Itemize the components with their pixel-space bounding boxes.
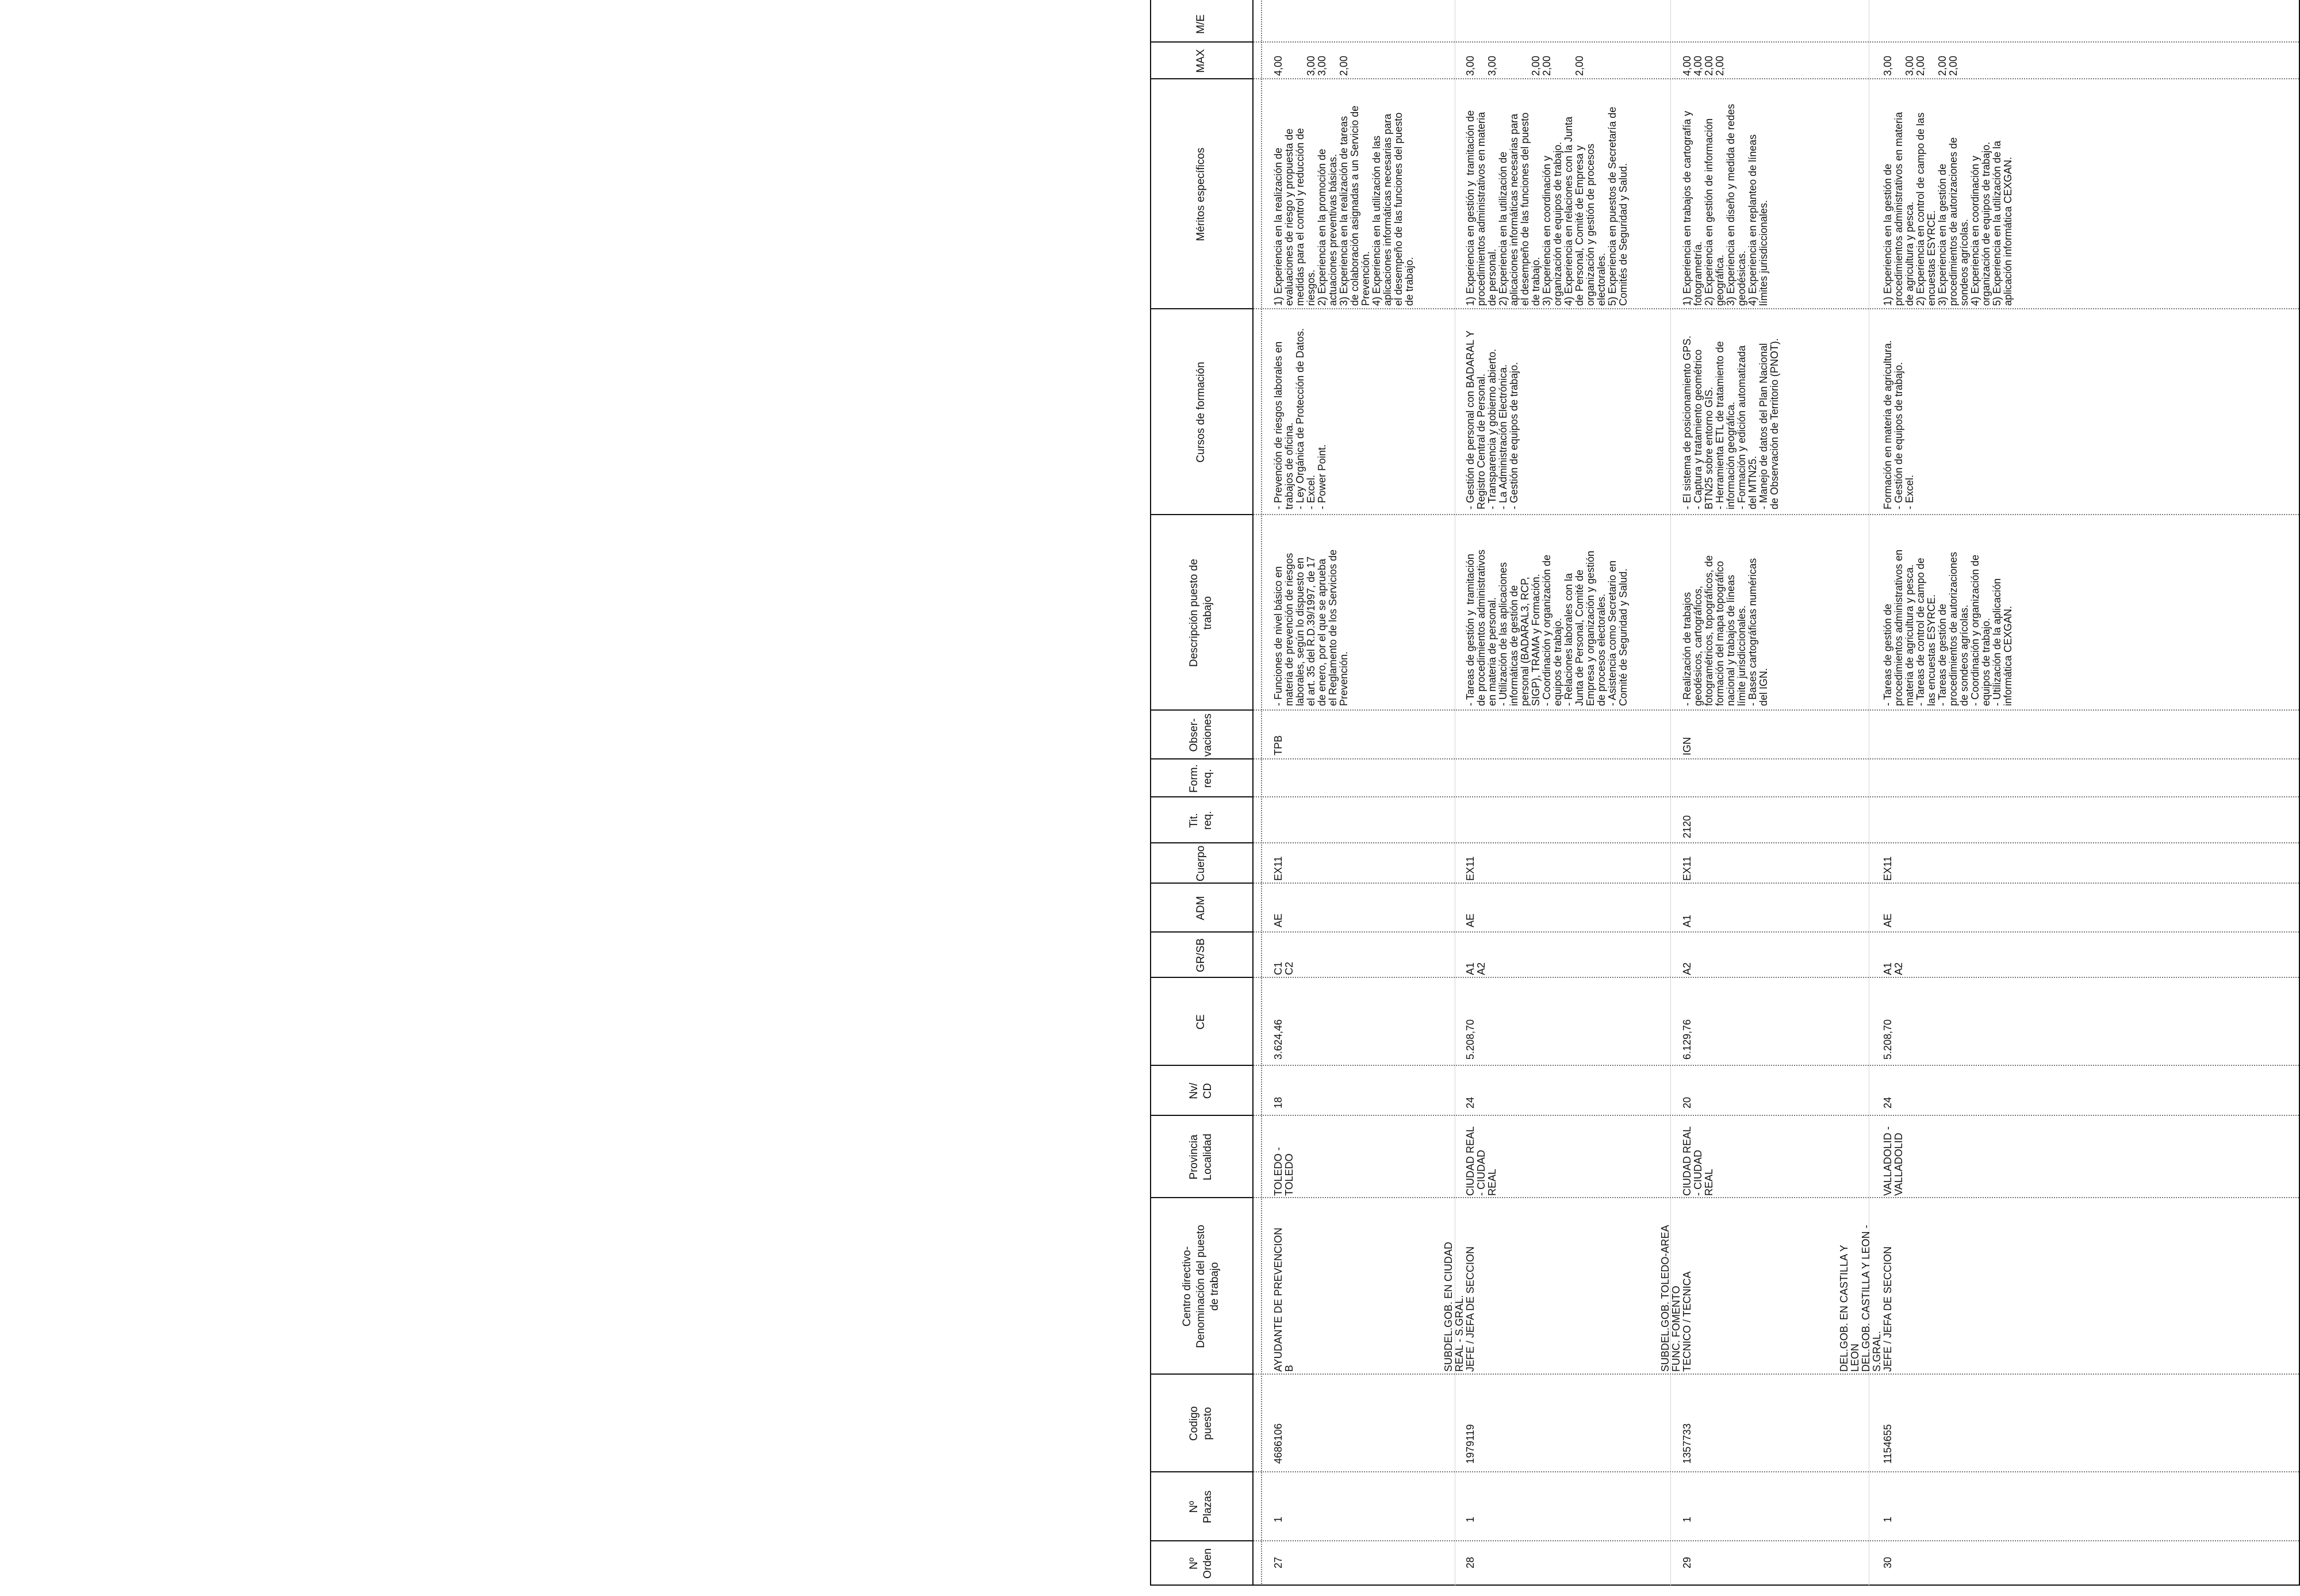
- cell-codigo: 4686106: [1272, 1423, 1284, 1464]
- column-dotted-rule: [1254, 977, 2299, 978]
- header-separator: [1252, 0, 1254, 1586]
- rotated-table: [1150, 0, 2300, 1586]
- column-dotted-rule: [1254, 1471, 2299, 1472]
- cell-descripcion: - Realización de trabajos geodésicos, cartográficos, fotogramétricos, topográficos, de formación del mapa topográfico nacional y trabajos de líneas límite jurisdiccionales. - Bases cartográficas numéricas del IGN.: [1681, 555, 1769, 706]
- header-plazas: Nº Plazas: [1188, 1490, 1214, 1524]
- column-dotted-rule: [1254, 1540, 2299, 1541]
- header-cuerpo: Cuerpo: [1195, 845, 1207, 882]
- header-codigo: Codigo puesto: [1188, 1406, 1214, 1441]
- header-ce: CE: [1195, 1014, 1207, 1030]
- column-dotted-rule: [1254, 796, 2299, 797]
- header-cursos: Cursos de formación: [1195, 362, 1207, 463]
- cell-provincia: VALLADOLID - VALLADOLID: [1882, 1126, 1904, 1196]
- column-dotted-rule: [1254, 709, 2299, 711]
- cell-nivel: 24: [1465, 1096, 1476, 1108]
- cell-descripcion: - Funciones de nivel básico en materia de prevención de riesgos laborales, según lo dispuesto en el art. 35 del R.D.39/1997, de 17 de enero, por el que se aprueba el Reglamento de los Servicios de Prevención.: [1272, 549, 1350, 706]
- cell-plazas: 1: [1681, 1516, 1693, 1522]
- cell-adm: AE: [1272, 913, 1284, 927]
- cell-centro-pre: SUBDEL.GOB. TOLEDO-AREA FUNC. FOMENTO: [1659, 1225, 1682, 1372]
- header-form: Form. req.: [1188, 764, 1214, 793]
- cell-codigo: 1979119: [1465, 1424, 1476, 1464]
- cell-cursos: - Prevención de riesgos laborales en trabajos de oficina. - Ley Orgánica de Protección de Datos. - Excel. - Power Point.: [1272, 328, 1328, 509]
- column-dotted-rule: [1254, 931, 2299, 933]
- cell-cuerpo: EX11: [1465, 856, 1476, 881]
- column-dotted-rule: [1254, 78, 2299, 79]
- header-adm: ADM: [1195, 896, 1207, 920]
- header-nivel: Nv/ CD: [1188, 1083, 1214, 1099]
- cell-cuerpo: EX11: [1272, 856, 1284, 881]
- cell-grsb: A1 A2: [1465, 962, 1487, 975]
- cell-centro: TECNICO / TECNICA: [1681, 1271, 1693, 1372]
- cell-orden: 29: [1681, 1556, 1693, 1568]
- column-dotted-rule: [1254, 883, 2299, 884]
- column-dotted-rule: [1254, 1065, 2299, 1066]
- cell-grsb: A1 A2: [1882, 962, 1904, 975]
- cell-cuerpo: EX11: [1882, 856, 1893, 881]
- cell-cuerpo: EX11: [1681, 856, 1693, 881]
- cell-descripcion: - Tareas de gestión de procedimientos administrativos en materia de agricultura y pesca. - Tareas de control de campo de las encuestas ESYRCE. - Tareas de gestión de procedimientos de autorizaciones de sondeos agrícolas. - Coordinación y organización de equipos de trabajo. - Utilización de la aplicación informática CEXGAN.: [1882, 549, 2014, 706]
- cell-max: 4,00 4,00 2,00 2,00: [1681, 55, 1726, 76]
- column-dotted-rule: [1254, 41, 2299, 43]
- cell-centro: AYUDANTE DE PREVENCION B: [1272, 1227, 1295, 1372]
- column-dotted-rule: [1254, 758, 2299, 759]
- cell-ce: 5.208,70: [1882, 1019, 1893, 1060]
- cell-descripcion: - Tareas de gestión y tramitación de procedimientos administrativos en materia de personal. - Utilización de las aplicaciones informáticas de gestión de personal (BADARAL3, RCP, SIGP), TRAMA y Formación. - Coordinación y organización de equipos de trabajo. - Relaciones laborales con la Junta de Personal, Comité de Empresa y organización y gestión de procesos electorales. - Asistencia como Secretario en Comité de Seguridad y Salud.: [1465, 549, 1629, 706]
- cell-adm: AE: [1465, 913, 1476, 927]
- cell-adm: AE: [1882, 913, 1893, 927]
- cell-plazas: 1: [1272, 1516, 1284, 1522]
- cell-centro: JEFE / JEFA DE SECCION: [1882, 1246, 1893, 1372]
- cell-obs: IGN: [1681, 736, 1693, 755]
- cell-cursos: - Gestión de personal con BADARAL Y Registro Central de Personal. - Transparencia y gobierno abierto. - La Administración Electrónica. - Gestión de equipos de trabajo.: [1465, 330, 1520, 509]
- cell-cursos: - El sistema de posicionamiento GPS. - Captura y tratamiento geométrico BTN25 sobre entorno GIS. - Herramienta ETL de tratamiento de información geográfica. - Formación y edición automatizada del MTN25. - Manejo de datos del Plan Nacional de Observación de Territorio (PNOT).: [1681, 335, 1780, 509]
- cell-nivel: 18: [1272, 1096, 1284, 1108]
- cell-cursos: Formación en materia de agricultura. - Gestión de equipos de trabajo. - Excel.: [1882, 340, 1915, 509]
- cell-provincia: CIUDAD REAL - CIUDAD REAL: [1681, 1126, 1715, 1196]
- cell-provincia: CIUDAD REAL - CIUDAD REAL: [1465, 1126, 1498, 1196]
- cell-max: 3,00 3,00 2,00 2,00 2,00: [1882, 55, 1959, 76]
- column-dotted-rule: [1254, 308, 2299, 309]
- header-me: M/E: [1195, 14, 1207, 34]
- cell-nivel: 20: [1681, 1096, 1693, 1108]
- header-orden: Nº Orden: [1188, 1548, 1214, 1579]
- header-max: MAX: [1195, 49, 1207, 73]
- cell-tit: 2120: [1681, 815, 1693, 838]
- cell-nivel: 24: [1882, 1096, 1893, 1108]
- header-centro: Centro directivo- Denominación del puesto de trabajo: [1181, 1225, 1221, 1348]
- cell-meritos: 1) Experiencia en la realización de evaluaciones de riesgo y propuesta de medidas para el control y reducción de riesgos. 2) Experiencia en la promoción de actuaciones preventivas básicas. 3) Experiencia en la realización de tareas de colaboración asignadas a un Servicio de Prevención. 4) Experiencia en la utilización de las aplicaciones informáticas necesarias para el desempeño de las funciones del puesto de trabajo.: [1272, 105, 1415, 306]
- cell-ce: 3.624,46: [1272, 1019, 1284, 1060]
- column-dotted-rule: [1254, 1374, 2299, 1375]
- cell-grsb: C1 C2: [1272, 961, 1295, 975]
- column-border: [1150, 1585, 2300, 1586]
- cell-max: 4,00 3,00 3,00 2,00: [1272, 55, 1350, 76]
- column-dotted-rule: [1254, 842, 2299, 843]
- cell-centro-pre: SUBDEL.GOB. EN CIUDAD REAL - S.GRAL.: [1443, 1241, 1465, 1372]
- header-grsb: GR/SB: [1195, 938, 1207, 973]
- cell-orden: 30: [1882, 1556, 1893, 1568]
- cell-adm: A1: [1681, 914, 1693, 927]
- header-provincia: Provincia Localidad: [1188, 1133, 1214, 1181]
- cell-codigo: 1357733: [1681, 1423, 1693, 1464]
- cell-grsb: A2: [1681, 962, 1693, 975]
- cell-max: 3,00 3,00 2,00 2,00 2,00: [1465, 55, 1585, 76]
- cell-centro: JEFE / JEFA DE SECCION: [1465, 1246, 1476, 1372]
- column-dotted-rule: [1254, 1115, 2299, 1116]
- cell-obs: TPB: [1272, 735, 1284, 755]
- cell-plazas: 1: [1882, 1516, 1893, 1522]
- cell-orden: 27: [1272, 1556, 1284, 1568]
- cell-codigo: 1154655: [1882, 1424, 1893, 1464]
- cell-meritos: 1) Experiencia en gestión y tramitación de procedimientos administrativos en materia de personal. 2) Experiencia en la utilización de aplicaciones informáticas necesarias para el desempeño de las funciones del puesto de trabajo. 3) Experiencia en coordinación y organización de equipos de trabajo. 4) Experiencia en relaciones con la Junta de Personal, Comité de Empresa y organización y gestión de procesos electorales. 5) Experiencia en puestos de Secretaría de Comités de Seguridad y Salud.: [1465, 106, 1629, 306]
- column-dotted-rule: [1254, 1197, 2299, 1198]
- cell-centro-pre: DEL.GOB. EN CASTILLA Y LEON DEL.GOB. CASTILLA Y LEON - S.GRAL.: [1838, 1225, 1883, 1372]
- cell-orden: 28: [1465, 1556, 1476, 1568]
- cell-plazas: 1: [1465, 1516, 1476, 1522]
- header-meritos: Méritos específicos: [1195, 147, 1207, 241]
- cell-meritos: 1) Experiencia en trabajos de cartografía y fotogrametría. 2) Experiencia en gestión de información geográfica. 3) Experiencia en diseño y medida de redes geodésicas. 4) Experiencia en replanteo de líneas límites jurisdiccionales.: [1681, 103, 1769, 306]
- header-dotted-line: [1261, 0, 1262, 1586]
- cell-provincia: TOLEDO - TOLEDO: [1272, 1147, 1295, 1196]
- cell-meritos: 1) Experiencia en la gestión de procedimientos administrativos en materia de agricultura y pesca. 2) Experiencia en control de campo de las encuestas ESYRCE. 3) Experiencia en la gestión de procedimientos de autorizaciones de sondeos agrícolas. 4) Experiencia en coordinación y organización de equipos de trabajo. 5) Experiencia en la utilización de la aplicación informática CEXGAN.: [1882, 112, 2014, 306]
- header-tit: Tit. req.: [1188, 811, 1214, 830]
- header-obs: Obser- vaciones: [1188, 713, 1214, 757]
- cell-ce: 5.208,70: [1465, 1019, 1476, 1060]
- column-dotted-rule: [1254, 514, 2299, 515]
- cell-ce: 6.129,76: [1681, 1019, 1693, 1060]
- header-descripcion: Descripción puesto de trabajo: [1188, 559, 1214, 667]
